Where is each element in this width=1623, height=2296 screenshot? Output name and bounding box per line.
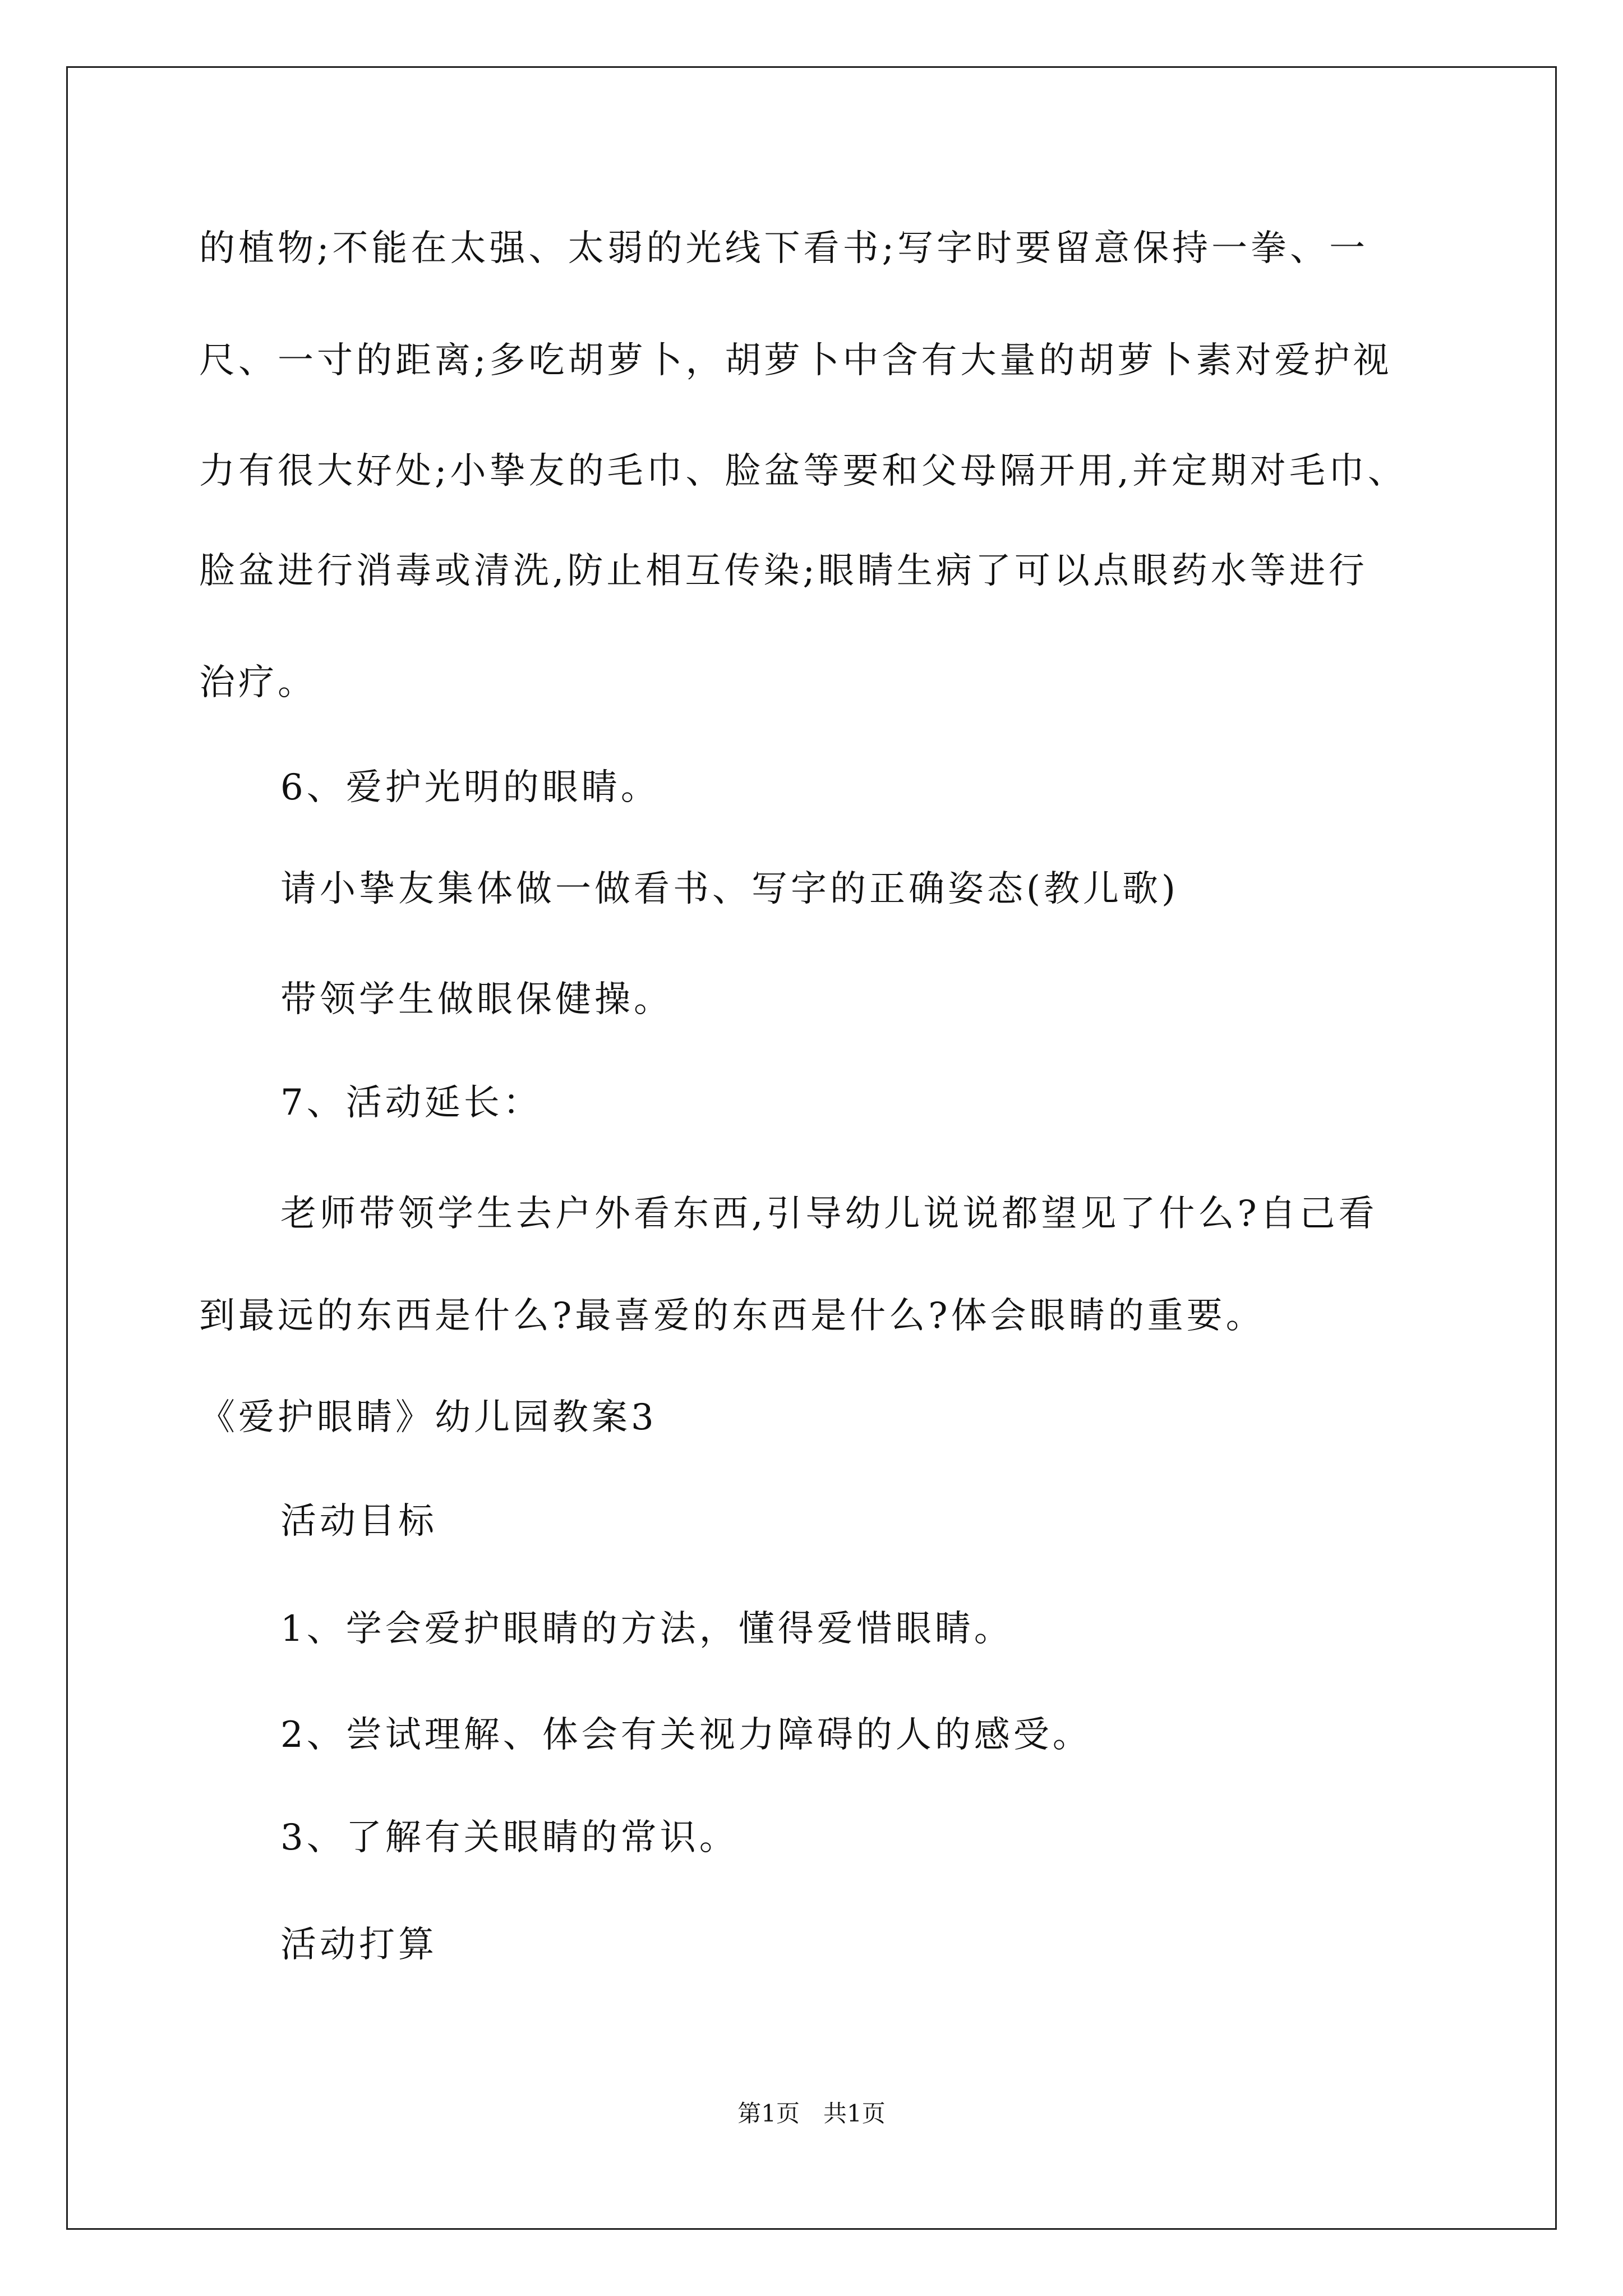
paragraph-line: 力有很大好处;小挚友的毛巾、脸盆等要和父母隔开用,并定期对毛巾、 [199, 450, 1407, 492]
subheading: 活动目标 [280, 1501, 437, 1542]
list-item: 3、了解有关眼睛的常识。 [280, 1817, 739, 1858]
page-border [66, 66, 1557, 2230]
paragraph-line: 治疗。 [199, 662, 317, 703]
paragraph-line: 的植物;不能在太强、太弱的光线下看书;写字时要留意保持一拳、一 [199, 228, 1369, 269]
list-item: 6、爱护光明的眼睛。 [280, 767, 660, 808]
paragraph-line: 脸盆进行消毒或清洗,防止相互传染;眼睛生病了可以点眼药水等进行 [199, 550, 1368, 592]
list-item: 2、尝试理解、体会有关视力障碍的人的感受。 [280, 1714, 1092, 1756]
page-footer: 第1页 共1页 [737, 2100, 886, 2127]
section-title: 《爱护眼睛》幼儿园教案3 [199, 1397, 657, 1438]
paragraph-line: 老师带领学生去户外看东西,引导幼儿说说都望见了什么?自己看 [280, 1193, 1378, 1235]
paragraph-line: 尺、一寸的距离;多吃胡萝卜，胡萝卜中含有大量的胡萝卜素对爱护视 [199, 340, 1393, 381]
paragraph-line: 到最远的东西是什么?最喜爱的东西是什么?体会眼睛的重要。 [199, 1295, 1265, 1337]
subheading: 活动打算 [280, 1924, 437, 1966]
list-item: 7、活动延长： [280, 1082, 542, 1124]
list-item: 1、学会爱护眼睛的方法，懂得爱惜眼睛。 [280, 1608, 1013, 1650]
paragraph-line: 请小挚友集体做一做看书、写字的正确姿态(教儿歌) [280, 868, 1179, 910]
paragraph-line: 带领学生做眼保健操。 [280, 979, 673, 1020]
